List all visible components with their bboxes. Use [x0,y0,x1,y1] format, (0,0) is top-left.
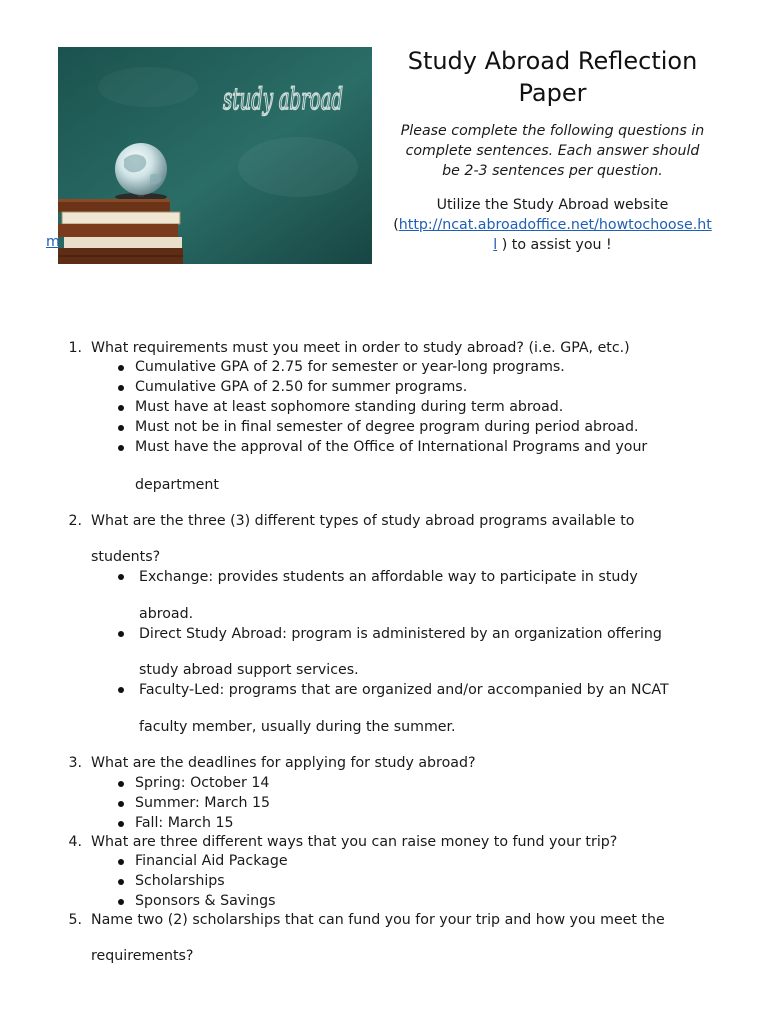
answer-item-continuation: study abroad support services. [139,662,359,678]
question-number: 4. [68,834,82,850]
answer-item: Must have the approval of the Office of International Programs and your [135,439,648,455]
instructions-line-2: complete sentences. Each answer should [405,143,700,159]
question-number: 5. [68,912,82,928]
answer-item-continuation: abroad. [139,606,194,622]
question-number: 2. [68,513,82,529]
instructions [380,121,725,181]
answer-item: Faculty-Led: programs that are organized and/or accompanied by an NCAT [139,682,669,698]
answer-item: Scholarships [135,873,225,889]
answer-item-continuation: faculty member, usually during the summer. [139,719,456,735]
answer-item-continuation: department [135,477,219,493]
bullet-icon [118,899,124,905]
open-paren: ( [393,217,399,233]
bullet-icon [118,781,124,787]
bullet-icon [118,821,124,827]
question-number: 1. [68,340,82,356]
question-2-text: What are the three (3) different types of study abroad programs available to [91,513,635,529]
assist-text: ) to assist you ! [497,237,612,253]
title-line-2: Paper [518,79,587,107]
answer-item: Must not be in final semester of degree program during period abroad. [135,419,639,435]
bullet-icon [118,687,124,693]
question-5-text: Name two (2) scholarships that can fund you for your trip and how you meet the [91,912,665,928]
bullet-icon [118,385,124,391]
question-1-text: What requirements must you meet in order to study abroad? (i.e. GPA, etc.) [91,340,630,356]
answer-item: Cumulative GPA of 2.75 for semester or year-long programs. [135,359,565,375]
study-abroad-website-link-end[interactable]: l [493,237,498,253]
website-note-line-1: Utilize the Study Abroad website [436,197,669,213]
answer-item: Cumulative GPA of 2.50 for summer programs. [135,379,468,395]
bullet-icon [118,445,124,451]
bullet-icon [118,801,124,807]
chalk-text-study: study abroad [223,82,343,117]
study-abroad-header-image [58,47,372,264]
instructions-line-3: be 2-3 sentences per question. [442,163,663,179]
bullet-icon [118,425,124,431]
answer-item: Direct Study Abroad: program is administered by an organization offering [139,626,662,642]
question-2-text-continuation: students? [91,549,161,565]
answer-item: Spring: October 14 [135,775,270,791]
page-title [380,45,725,109]
answer-item: Fall: March 15 [135,815,234,831]
study-abroad-website-link[interactable]: http://ncat.abroadoffice.net/howtochoose.ht [398,217,712,233]
website-note-line-3 [380,235,725,255]
stray-link-fragment[interactable]: m [46,234,60,250]
website-note-line-2 [380,215,725,235]
instructions-line-1: Please complete the following questions in [400,123,705,139]
website-note [380,195,725,255]
bullet-icon [118,405,124,411]
question-4-text: What are three different ways that you can raise money to fund your trip? [91,834,618,850]
answer-item: Must have at least sophomore standing during term abroad. [135,399,564,415]
question-number: 3. [68,755,82,771]
question-5-text-continuation: requirements? [91,948,194,964]
answer-item: Exchange: provides students an affordable way to participate in study [139,569,638,585]
title-line-1: Study Abroad Reflection [407,47,698,75]
answer-item: Summer: March 15 [135,795,271,811]
answer-item: Sponsors & Savings [135,893,276,909]
bullet-icon [118,859,124,865]
bullet-icon [118,574,124,580]
bullet-icon [118,879,124,885]
chalkboard-illustration [58,47,372,264]
bullet-icon [118,631,124,637]
answer-item: Financial Aid Package [135,853,288,869]
question-3-text: What are the deadlines for applying for study abroad? [91,755,476,771]
bullet-icon [118,365,124,371]
